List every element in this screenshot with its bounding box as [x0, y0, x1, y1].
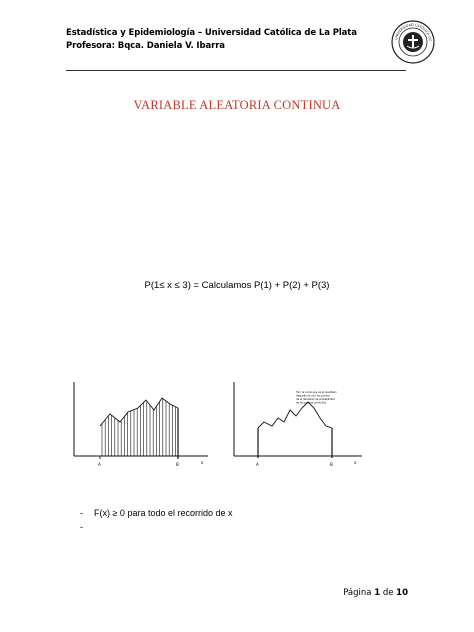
list-item [80, 508, 233, 518]
left-label-x: x [201, 460, 204, 465]
bullet-dash: - [80, 508, 83, 518]
density-curve-figure [226, 378, 376, 474]
curve-annotation-2: después de unir los puntos [296, 394, 330, 398]
left-label-a: A [98, 462, 101, 467]
page-total: 10 [396, 588, 408, 598]
probability-formula: P(1≤ x ≤ 3) = Calculamos P(1) + P(2) + P(3) [144, 280, 330, 291]
curve-annotation: f(x): la curva que es el resultado [296, 391, 337, 394]
right-label-a: A [256, 462, 259, 467]
curve-annotation-3: de la densidad de probabilidad [296, 398, 335, 401]
header-institution: Estadística y Epidemiología – Universidad Católica de La Plata [66, 28, 357, 38]
university-seal-logo [391, 20, 435, 64]
page-title: VARIABLE ALEATORIA CONTINUA [133, 98, 341, 112]
curve-annotation-4: de los puntos conocidos [296, 401, 327, 405]
seal-text: UNIVERSIDAD CATÓLICA DE [394, 22, 433, 42]
histogram-figure [66, 378, 216, 474]
page-current: 1 [374, 588, 381, 598]
page-middle: de [380, 588, 397, 598]
page-number [343, 588, 408, 598]
right-label-b: B [330, 462, 333, 467]
left-label-b: B [176, 462, 179, 467]
list-item [80, 522, 233, 532]
bullet-text: F(x) ≥ 0 para todo el recorrido de x [94, 508, 233, 518]
header-divider [66, 70, 406, 71]
right-label-x: x [354, 460, 357, 465]
bullet-dash: - [80, 522, 83, 532]
page-prefix: Página [343, 588, 375, 598]
density-curve [258, 402, 332, 428]
header-professor: Profesora: Bqca. Daniela V. Ibarra [66, 41, 225, 51]
property-list [80, 508, 233, 536]
